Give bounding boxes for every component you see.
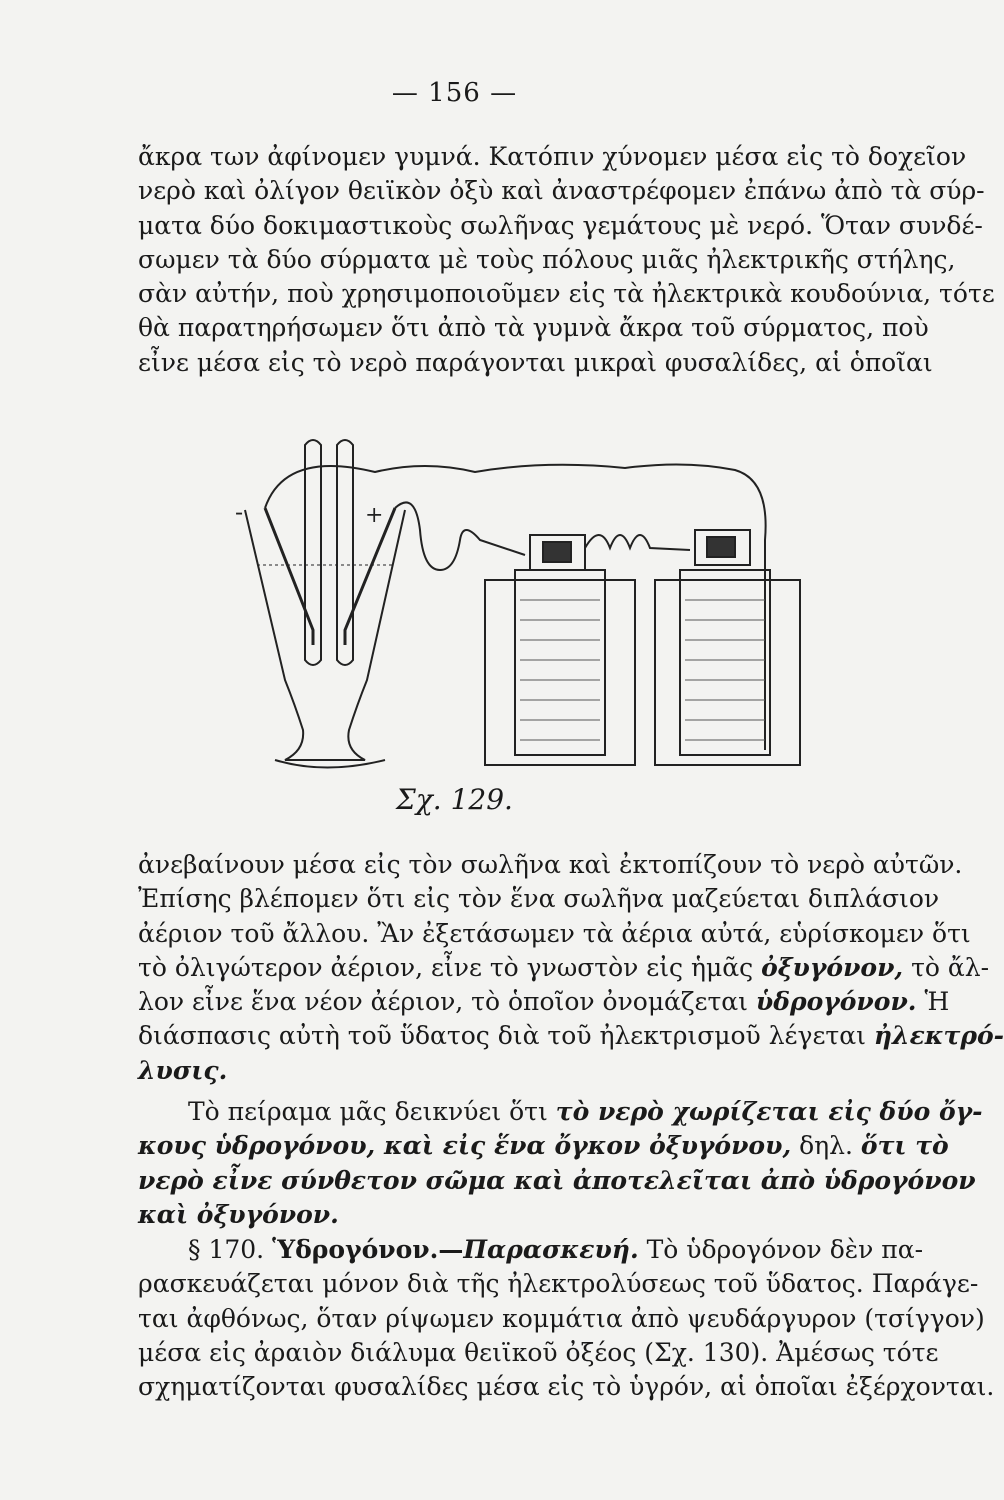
paragraph-3 bbox=[138, 1095, 983, 1232]
wire-coil bbox=[585, 535, 690, 550]
text-line: διάσπασις αὐτὴ τοῦ ὕδατος διὰ τοῦ ἠλεκτρισμοῦ λέγεται ἠλεκτρό- bbox=[138, 1021, 1004, 1051]
electrolysis-figure bbox=[225, 430, 795, 775]
text-line: κους ὑδρογόνου, καὶ εἰς ἕνα ὄγκον ὀξυγόνου, δηλ. ὅτι τὸ bbox=[138, 1131, 949, 1161]
text-line: νερὸ καὶ ὀλίγον θειϊκὸν ὀξὺ καὶ ἀναστρέφομεν ἐπάνω ἀπὸ τὰ σύρ- bbox=[138, 176, 985, 206]
text-line: Ἐπίσης βλέπομεν ὅτι εἰς τὸν ἕνα σωλῆνα μαζεύεται διπλάσιον bbox=[138, 884, 940, 914]
text-line: μέσα εἰς ἀραιὸν διάλυμα θειϊκοῦ ὀξέος (Σχ. 130). Ἀμέσως τότε bbox=[138, 1337, 939, 1367]
text-line: τὸ ὀλιγώτερον ἀέριον, εἶνε τὸ γνωστὸν εἰς ἡμᾶς ὀξυγόνον, τὸ ἄλ- bbox=[138, 952, 990, 982]
goblet-vessel bbox=[245, 510, 405, 760]
text-line: ἄκρα των ἀφίνομεν γυμνά. Κατόπιν χύνομεν μέσα εἰς τὸ δοχεῖον bbox=[138, 142, 967, 171]
text-line: καὶ ὀξυγόνον. bbox=[138, 1199, 339, 1229]
figure-caption: Σχ. 129. bbox=[396, 783, 513, 816]
battery-cell-2 bbox=[655, 580, 800, 765]
text-line: λυσις. bbox=[138, 1055, 228, 1085]
paragraph-2 bbox=[138, 848, 1004, 1088]
minus-label: - bbox=[235, 498, 244, 526]
text-line: ἀέριον τοῦ ἄλλου. Ἂν ἐξετάσωμεν τὰ ἀέρια αὐτά, εὑρίσκομεν ὅτι bbox=[138, 918, 971, 948]
battery-cell-1 bbox=[485, 580, 635, 765]
text-line: ματα δύο δοκιμαστικοὺς σωλῆνας γεμάτους μὲ νερό. Ὅταν συνδέ- bbox=[138, 210, 983, 240]
text-line: εἶνε μέσα εἰς τὸ νερὸ παράγονται μικραὶ φυσαλίδες, αἱ ὁποῖαι bbox=[138, 347, 933, 377]
text-line: σὰν αὐτήν, ποὺ χρησιμοποιοῦμεν εἰς τὰ ἠλεκτρικὰ κουδούνια, τότε bbox=[138, 279, 995, 309]
text-line: Τὸ πείραμα μᾶς δεικνύει ὅτι τὸ νερὸ χωρίζεται εἰς δύο ὄγ- bbox=[188, 1097, 983, 1126]
paragraph-4 bbox=[138, 1233, 995, 1404]
wire-1 bbox=[395, 502, 525, 570]
text-line: θὰ παρατηρήσωμεν ὅτι ἀπὸ τὰ γυμνὰ ἄκρα τοῦ σύρματος, ποὺ bbox=[138, 313, 929, 343]
text-line: σχηματίζονται φυσαλίδες μέσα εἰς τὸ ὑγρόν, αἱ ὁποῖαι ἐξέρχονται. bbox=[138, 1372, 995, 1402]
text-line: ται ἀφθόνως, ὅταν ρίψωμεν κομμάτια ἀπὸ ψευδάργυρον (τσίγγον) bbox=[138, 1303, 985, 1333]
text-line: ἀνεβαίνουν μέσα εἰς τὸν σωλῆνα καὶ ἐκτοπίζουν τὸ νερὸ αὐτῶν. bbox=[138, 850, 963, 879]
section-heading-line: § 170. Ὑδρογόνον.—Παρασκευή. Τὸ ὑδρογόνον δὲν πα- bbox=[188, 1235, 924, 1264]
text-line: λον εἶνε ἕνα νέον ἀέριον, τὸ ὁποῖον ὀνομάζεται ὑδρογόνον. Ἡ bbox=[138, 987, 950, 1017]
section-subtitle: Παρασκευή. bbox=[463, 1235, 639, 1264]
text-line: σωμεν τὰ δύο σύρματα μὲ τοὺς πόλους μιᾶς ἠλεκτρικῆς στήλης, bbox=[138, 244, 956, 274]
section-number: § 170. bbox=[188, 1235, 265, 1264]
paragraph-1 bbox=[138, 140, 995, 380]
section-title: Ὑδρογόνον.— bbox=[272, 1235, 464, 1264]
text-line: ρασκευάζεται μόνον διὰ τῆς ἠλεκτρολύσεως τοῦ ὕδατος. Παράγε- bbox=[138, 1269, 979, 1299]
text-line: νερὸ εἶνε σύνθετον σῶμα καὶ ἀποτελεῖται ἀπὸ ὑδρογόνον bbox=[138, 1165, 976, 1195]
page-number: — 156 — bbox=[391, 78, 518, 108]
plus-label: + bbox=[365, 503, 384, 528]
